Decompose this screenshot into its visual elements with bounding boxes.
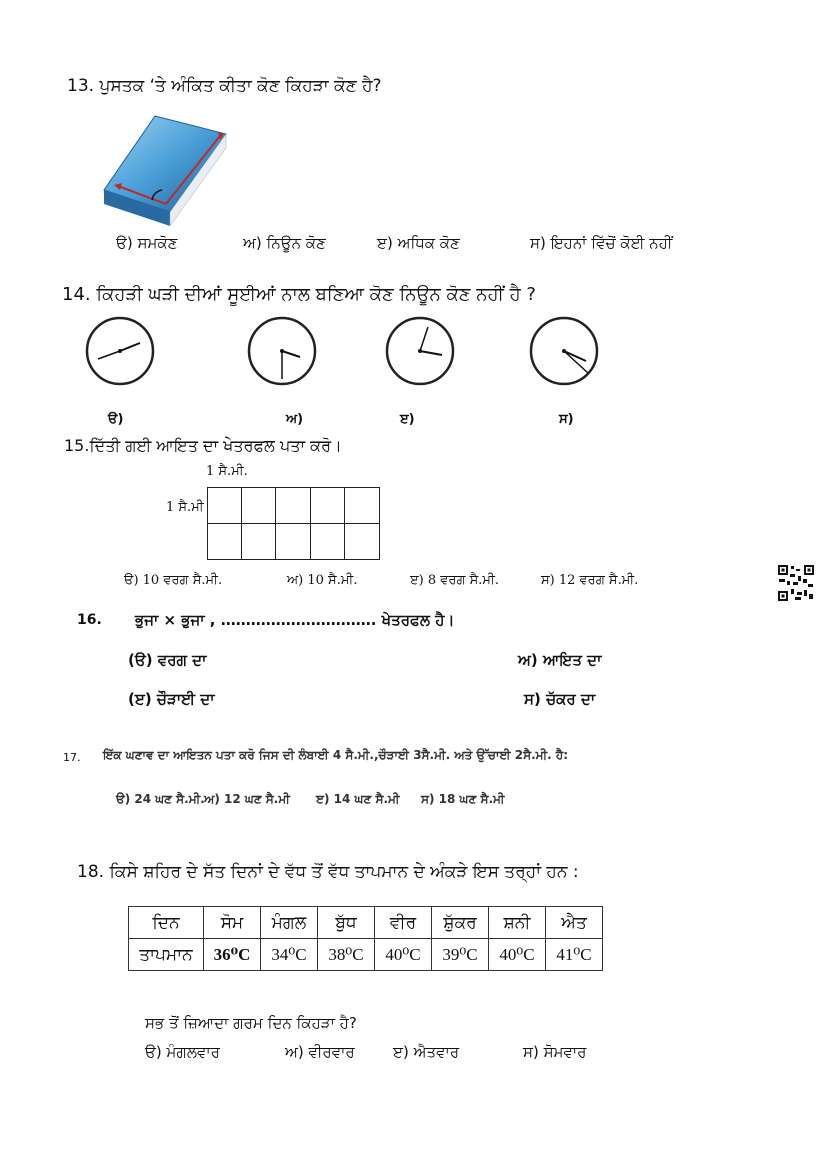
q15-rectangle-grid [207, 487, 380, 560]
q17-option-a: ੳ) 24 ਘਣ ਸੈ.ਮੀ. [116, 792, 205, 806]
q15-option-d: ਸ) 12 ਵਰਗ ਸੈ.ਮੀ. [541, 573, 639, 588]
q13-option-b: ਅ) ਨਿਊਨ ਕੋਣ [243, 234, 326, 252]
clock-b-icon [246, 315, 318, 387]
table-cell: ਸੋਮ [204, 907, 261, 939]
q16-option-a: (ੳ) ਵਰਗ ਦਾ [128, 651, 207, 669]
q13-option-a: ੳ) ਸਮਕੋਣ [116, 234, 178, 252]
temperature-table [128, 906, 603, 971]
table-row [129, 939, 603, 971]
table-cell: 40⁰C [489, 939, 546, 971]
table-cell: ਵੀਰ [375, 907, 432, 939]
q15-option-c: ੲ) 8 ਵਰਗ ਸੈ.ਮੀ. [410, 573, 500, 588]
q16-option-c: (ੲ) ਚੌੜਾਈ ਦਾ [128, 690, 215, 708]
clock-c-label: ੲ) [400, 412, 415, 427]
table-cell: ਸ਼ੁੱਕਰ [432, 907, 489, 939]
q13-option-d: ਸ) ਇਹਨਾਂ ਵਿੱਚੋਂ ਕੋਈ ਨਹੀਂ [530, 234, 673, 252]
clock-a-label: ੳ) [108, 412, 124, 427]
table-cell: ਮੰਗਲ [261, 907, 318, 939]
table-cell: 40⁰C [375, 939, 432, 971]
q17-number: 17. [63, 751, 81, 764]
q17-option-c: ੲ) 14 ਘਣ ਸੈ.ਮੀ [316, 792, 400, 806]
table-cell: 39⁰C [432, 939, 489, 971]
q14-question: 14. ਕਿਹੜੀ ਘੜੀ ਦੀਆਂ ਸੂਈਆਂ ਨਾਲ ਬਣਿਆ ਕੋਣ ਨਿਊਨ ਕੋਣ ਨਹੀਂ ਹੈ ? [62, 284, 536, 305]
table-row [129, 907, 603, 939]
clock-b-label: ਅ) [286, 412, 304, 427]
q16-question: ਭੁਜਾ × ਭੁਜਾ , …………………………. ਖੇਤਰਫਲ ਹੈ। [135, 611, 455, 629]
q15-option-a: ੳ) 10 ਵਰਗ ਸੈ.ਮੀ. [124, 573, 223, 588]
table-row-header: ਤਾਪਮਾਨ [129, 939, 204, 971]
clock-d-icon [528, 315, 600, 387]
q18-option-b: ਅ) ਵੀਰਵਾਰ [285, 1043, 355, 1061]
q15-top-label: 1 ਸੈ.ਮੀ. [206, 464, 248, 479]
clock-a-icon [84, 315, 156, 387]
q18-option-d: ਸ) ਸੋਮਵਾਰ [523, 1043, 587, 1061]
qr-code-icon [777, 564, 815, 602]
table-cell: ਐਤ [546, 907, 603, 939]
q17-option-b: ਅ) 12 ਘਣ ਸੈ.ਮੀ [204, 792, 290, 806]
clock-d-label: ਸ) [559, 412, 574, 427]
book-image [100, 112, 230, 230]
q13-question: 13. ਪੁਸਤਕ ‘ਤੇ ਅੰਕਿਤ ਕੀਤਾ ਕੋਣ ਕਿਹੜਾ ਕੋਣ ਹੈ? [67, 76, 382, 96]
q18-option-c: ੲ) ਐਤਵਾਰ [393, 1043, 460, 1061]
q16-number: 16. [77, 612, 102, 628]
q15-question: 15.ਦਿੱਤੀ ਗਈ ਆਇਤ ਦਾ ਖੇਤਰਫਲ ਪਤਾ ਕਰੋ। [64, 436, 342, 455]
q18-subquestion: ਸਭ ਤੋਂ ਜ਼ਿਆਦਾ ਗਰਮ ਦਿਨ ਕਿਹੜਾ ਹੈ? [145, 1014, 357, 1032]
table-cell: 34⁰C [261, 939, 318, 971]
q15-option-b: ਅ) 10 ਸੈ.ਮੀ. [287, 573, 358, 588]
clock-c-icon [384, 315, 456, 387]
table-row-header: ਦਿਨ [129, 907, 204, 939]
q16-option-b: ਅ) ਆਇਤ ਦਾ [518, 651, 602, 669]
q17-option-d: ਸ) 18 ਘਣ ਸੈ.ਮੀ [421, 792, 505, 806]
table-cell: 36⁰C [204, 939, 261, 971]
q18-question: 18. ਕਿਸੇ ਸ਼ਹਿਰ ਦੇ ਸੱਤ ਦਿਨਾਂ ਦੇ ਵੱਧ ਤੋਂ ਵੱਧ ਤਾਪਮਾਨ ਦੇ ਅੰਕੜੇ ਇਸ ਤਰ੍ਹਾਂ ਹਨ : [77, 862, 579, 882]
table-cell: 41⁰C [546, 939, 603, 971]
q13-option-c: ੲ) ਅਧਿਕ ਕੋਣ [377, 234, 460, 252]
q15-side-label: 1 ਸੈ.ਮੀ [166, 500, 204, 515]
q18-option-a: ੳ) ਮੰਗਲਵਾਰ [145, 1043, 220, 1061]
q16-option-d: ਸ) ਚੱਕਰ ਦਾ [524, 690, 596, 708]
table-cell: 38⁰C [318, 939, 375, 971]
table-cell: ਬੁੱਧ [318, 907, 375, 939]
q17-question: ਇੱਕ ਘਣਾਵ ਦਾ ਆਇਤਨ ਪਤਾ ਕਰੋ ਜਿਸ ਦੀ ਲੰਬਾਈ 4 ਸੈ.ਮੀ.,ਚੌੜਾਈ 3ਸੈ.ਮੀ. ਅਤੇ ਉੱਚਾਈ 2ਸੈ.ਮੀ. ਹੈ: [103, 748, 569, 762]
table-cell: ਸ਼ਨੀ [489, 907, 546, 939]
